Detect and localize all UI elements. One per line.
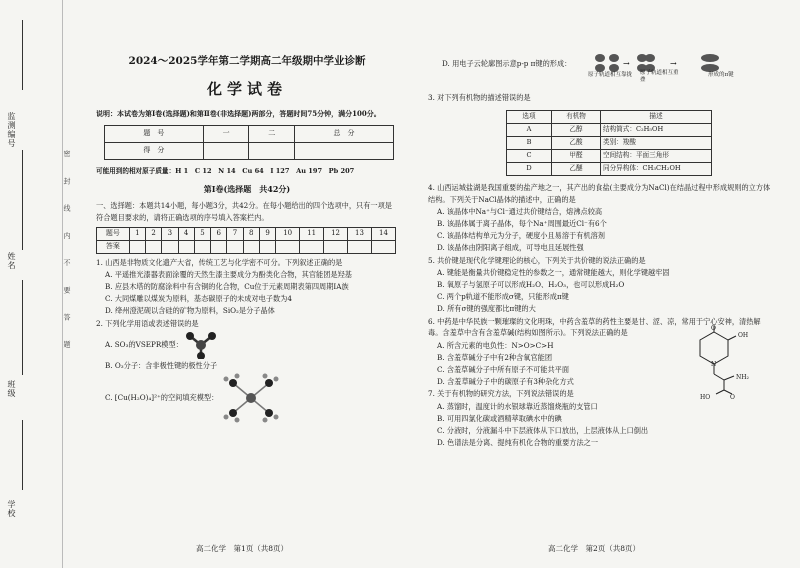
q2-stem: 2. 下列化学用语或表述错误的是 [96,318,199,328]
score-row-label: 得 分 [105,143,204,160]
struct-label-nh2: NH₂ [736,374,749,382]
school-label: 学校 [7,500,16,518]
q2-option-d [428,56,773,86]
score-cell[interactable] [203,143,249,160]
answer-cell[interactable] [178,240,194,253]
q5-option-a: A. 键能是衡量共价键稳定性的参数之一，通常键能越大，则化学键越牢固 [437,268,670,278]
q6-option-d: D. 含羞草碱分子中的碳原子有3种杂化方式 [437,376,574,386]
q3-cell: C [507,149,552,162]
answer-header-label: 题号 [97,227,130,240]
q3-cell: 类别：羧酸 [601,136,712,149]
name-line [22,150,23,250]
score-cell[interactable] [249,143,295,160]
q2-option-d-text: D. 用电子云轮廓图示意p-p π键的形成： [442,59,572,68]
answer-cell[interactable] [129,240,145,253]
score-header: 题 号 [105,126,204,143]
vsepr-model-icon [185,331,217,359]
q6-option-b: B. 含羞草碱分子中有2种含氧官能团 [437,352,553,362]
q3-cell: 乙醇 [552,123,601,136]
q2-option-c-text: C. [Cu(H₂O)₄]²⁺的空间填充模型： [105,393,219,403]
q7-option-b: B. 可用四氯化碳或酒精萃取碘水中的碘 [437,413,562,423]
answer-number: 14 [371,227,395,240]
struct-label-oh: OH [738,332,749,340]
pi-label-3: 形成的π键 [708,72,734,78]
space-filling-model-icon [221,373,281,423]
answer-cell[interactable] [371,240,395,253]
pi-label-2: 原子轨道相互重叠 [640,70,679,83]
q3-table [506,110,712,176]
q3-header: 描述 [601,110,712,123]
q1-stem: 1. 山西是非物质文化遗产大省，传统工艺与化学密不可分。下列叙述正确的是 [96,257,343,267]
q2-option-a-text: A. SO₃的VSEPR模型： [105,340,183,350]
q3-cell: D [507,162,552,175]
answer-number: 5 [194,227,210,240]
q4-option-d: D. 该晶体由阴阳离子组成，可导电且延展性强 [437,242,584,252]
svg-text:→: → [670,59,677,68]
answer-number: 11 [300,227,324,240]
q4-option-b: B. 该晶体属于离子晶体，每个Na⁺周围最近Cl⁻有6个 [437,219,607,229]
exam-no-line [22,20,23,90]
q3-cell: 结构简式：C₂H₅OH [601,123,712,136]
left-column [96,0,398,424]
section1-intro: 一、选择题：本题共14小题，每小题3分，共42分。在每小题给出的四个选项中，只有一项是符合题目要求的，请将正确选项的序号填入答案栏内。 [96,200,392,222]
footer-right: 高二化学 第2页（共8页） [548,544,641,553]
q6-stem: 6. 中药是中华民族一颗璀璨的文化明珠，中药含羞草的药性主要是甘、涩、凉，常用于宁心安神，清热解毒。含羞草中含有含羞草碱(结构如图所示)。下列说法正确的是 [428,316,761,338]
q2-option-b: B. O₃分子：含非极性键的极性分子 [105,361,218,371]
q3-cell: 乙酸 [552,136,601,149]
q5-option-c: C. 两个p轨道不能形成σ键，只能形成π键 [437,291,569,301]
answer-number: 2 [145,227,161,240]
answer-cell[interactable] [324,240,348,253]
q3-cell: 乙醚 [552,162,601,175]
answer-number: 8 [243,227,259,240]
answer-cell[interactable] [243,240,259,253]
struct-label-o-carbonyl: O [730,394,735,402]
mimosine-structure-icon [686,326,766,398]
q1-option-a: A. 平遥推光漆器表面涂覆的天然生漆主要成分为酚类化合物，其官能团是羟基 [105,270,352,280]
instructions: 说明：本试卷为第Ⅰ卷(选择题)和第Ⅱ卷(非选择题)两部分，答题时间75分钟，满分100分。 [96,108,381,118]
score-table [104,125,394,160]
q7-option-c: C. 分液时，分液漏斗中下层液体从下口放出，上层液体从上口倒出 [437,425,649,435]
q7-stem: 7. 关于有机物的研究方法，下列说法错误的是 [428,389,574,399]
q3-cell: 同分异构体：CH₃CH₂OH [601,162,712,175]
answer-cell[interactable] [227,240,243,253]
q1-option-c: C. 大同煤雕以煤炭为原料，基态碳原子的未成对电子数为4 [105,293,292,303]
q1-option-d: D. 绛州澄泥砚以含硅的矿物为原料，SiO₂是分子晶体 [105,305,275,315]
q4-option-c: C. 该晶体结构单元为分子，硬度小且易溶于有机溶剂 [437,230,605,240]
answer-cell[interactable] [259,240,275,253]
q3-header: 有机物 [552,110,601,123]
class-label: 班级 [7,380,16,398]
answer-row-label: 答案 [97,240,130,253]
q7-option-a: A. 蒸馏时，温度计的水银球靠近蒸馏烧瓶的支管口 [437,402,598,412]
q5-stem: 5. 共价键是现代化学键理论的核心，下列关于共价键的说法正确的是 [428,255,646,265]
score-header: 二 [249,126,295,143]
answer-cell[interactable] [211,240,227,253]
answer-cell[interactable] [300,240,324,253]
q1-option-b: B. 应县木塔的防腐涂料中有含铜的化合物，Cu位于元素周期表第四周期ⅠA族 [105,282,349,292]
answer-cell[interactable] [194,240,210,253]
answer-number: 9 [259,227,275,240]
class-line [22,280,23,375]
q6-option-a: A. 所含元素的电负性：N>O>C>H [437,341,554,351]
q4-option-a: A. 该晶体中Na⁺与Cl⁻通过共价键结合，熔沸点较高 [437,207,603,217]
answer-number: 6 [211,227,227,240]
q4-stem: 4. 山西运城盐湖是我国重要的盐产地之一，其产出的食盐(主要成分为NaCl)在结晶过程中形成规则的立方体结构。下列关于NaCl晶体的描述中，正确的是 [428,182,771,204]
exam-no-label: 监测编号 [7,112,16,148]
name-label: 姓名 [7,252,16,270]
answer-cell[interactable] [145,240,161,253]
q3-stem: 3. 对下列有机物的描述错误的是 [428,93,531,102]
q3-cell: 甲醛 [552,149,601,162]
answer-table [96,227,396,254]
answer-number: 3 [162,227,178,240]
binding-strip [0,0,63,568]
answer-cell[interactable] [162,240,178,253]
exam-subject: 化学试卷 [206,79,287,98]
q2-option-c [105,372,398,424]
seal-line-text: 密 封 线 内 不 要 答 题 [63,150,71,357]
score-cell[interactable] [295,143,394,160]
section1-title: 第Ⅰ卷(选择题 共42分) [203,184,291,195]
q3-cell: A [507,123,552,136]
q2-option-a [105,330,398,360]
struct-label-o-ring: O [711,325,716,333]
q3-header: 选项 [507,110,552,123]
struct-label-ho: HO [700,394,711,402]
answer-number: 7 [227,227,243,240]
atomic-masses: 可能用到的相对原子质量：H 1 C 12 N 14 Cu 64 I 127 Au 197 Pb 207 [96,167,355,176]
school-line [22,420,23,490]
score-header: 一 [203,126,249,143]
answer-number: 1 [129,227,145,240]
answer-cell[interactable] [276,240,300,253]
right-column [428,0,773,448]
q3-cell: B [507,136,552,149]
answer-number: 4 [178,227,194,240]
q5-option-b: B. 氧原子与氢原子可以形成H₂O、H₂O₃，也可以形成H₂O [437,280,625,290]
score-header: 总 分 [295,126,394,143]
q7-option-d: D. 色谱法是分离、提纯有机化合物的重要方法之一 [437,437,599,447]
pi-label-1: 原子轨道相互靠拢 [588,72,633,78]
q5-option-d: D. 所有σ键的强度都比π键的大 [437,303,536,313]
svg-text:→: → [623,59,630,68]
answer-cell[interactable] [348,240,372,253]
answer-number: 13 [348,227,372,240]
answer-number: 10 [276,227,300,240]
footer-left: 高二化学 第1页（共8页） [196,544,289,553]
q3-cell: 空间结构：平面三角形 [601,149,712,162]
answer-number: 12 [324,227,348,240]
struct-label-n: N [711,361,717,369]
q6-option-c: C. 含羞草碱分子中所有原子不可能共平面 [437,364,570,374]
exam-title: 2024～2025学年第二学期高二年级期中学业诊断 [128,55,366,67]
